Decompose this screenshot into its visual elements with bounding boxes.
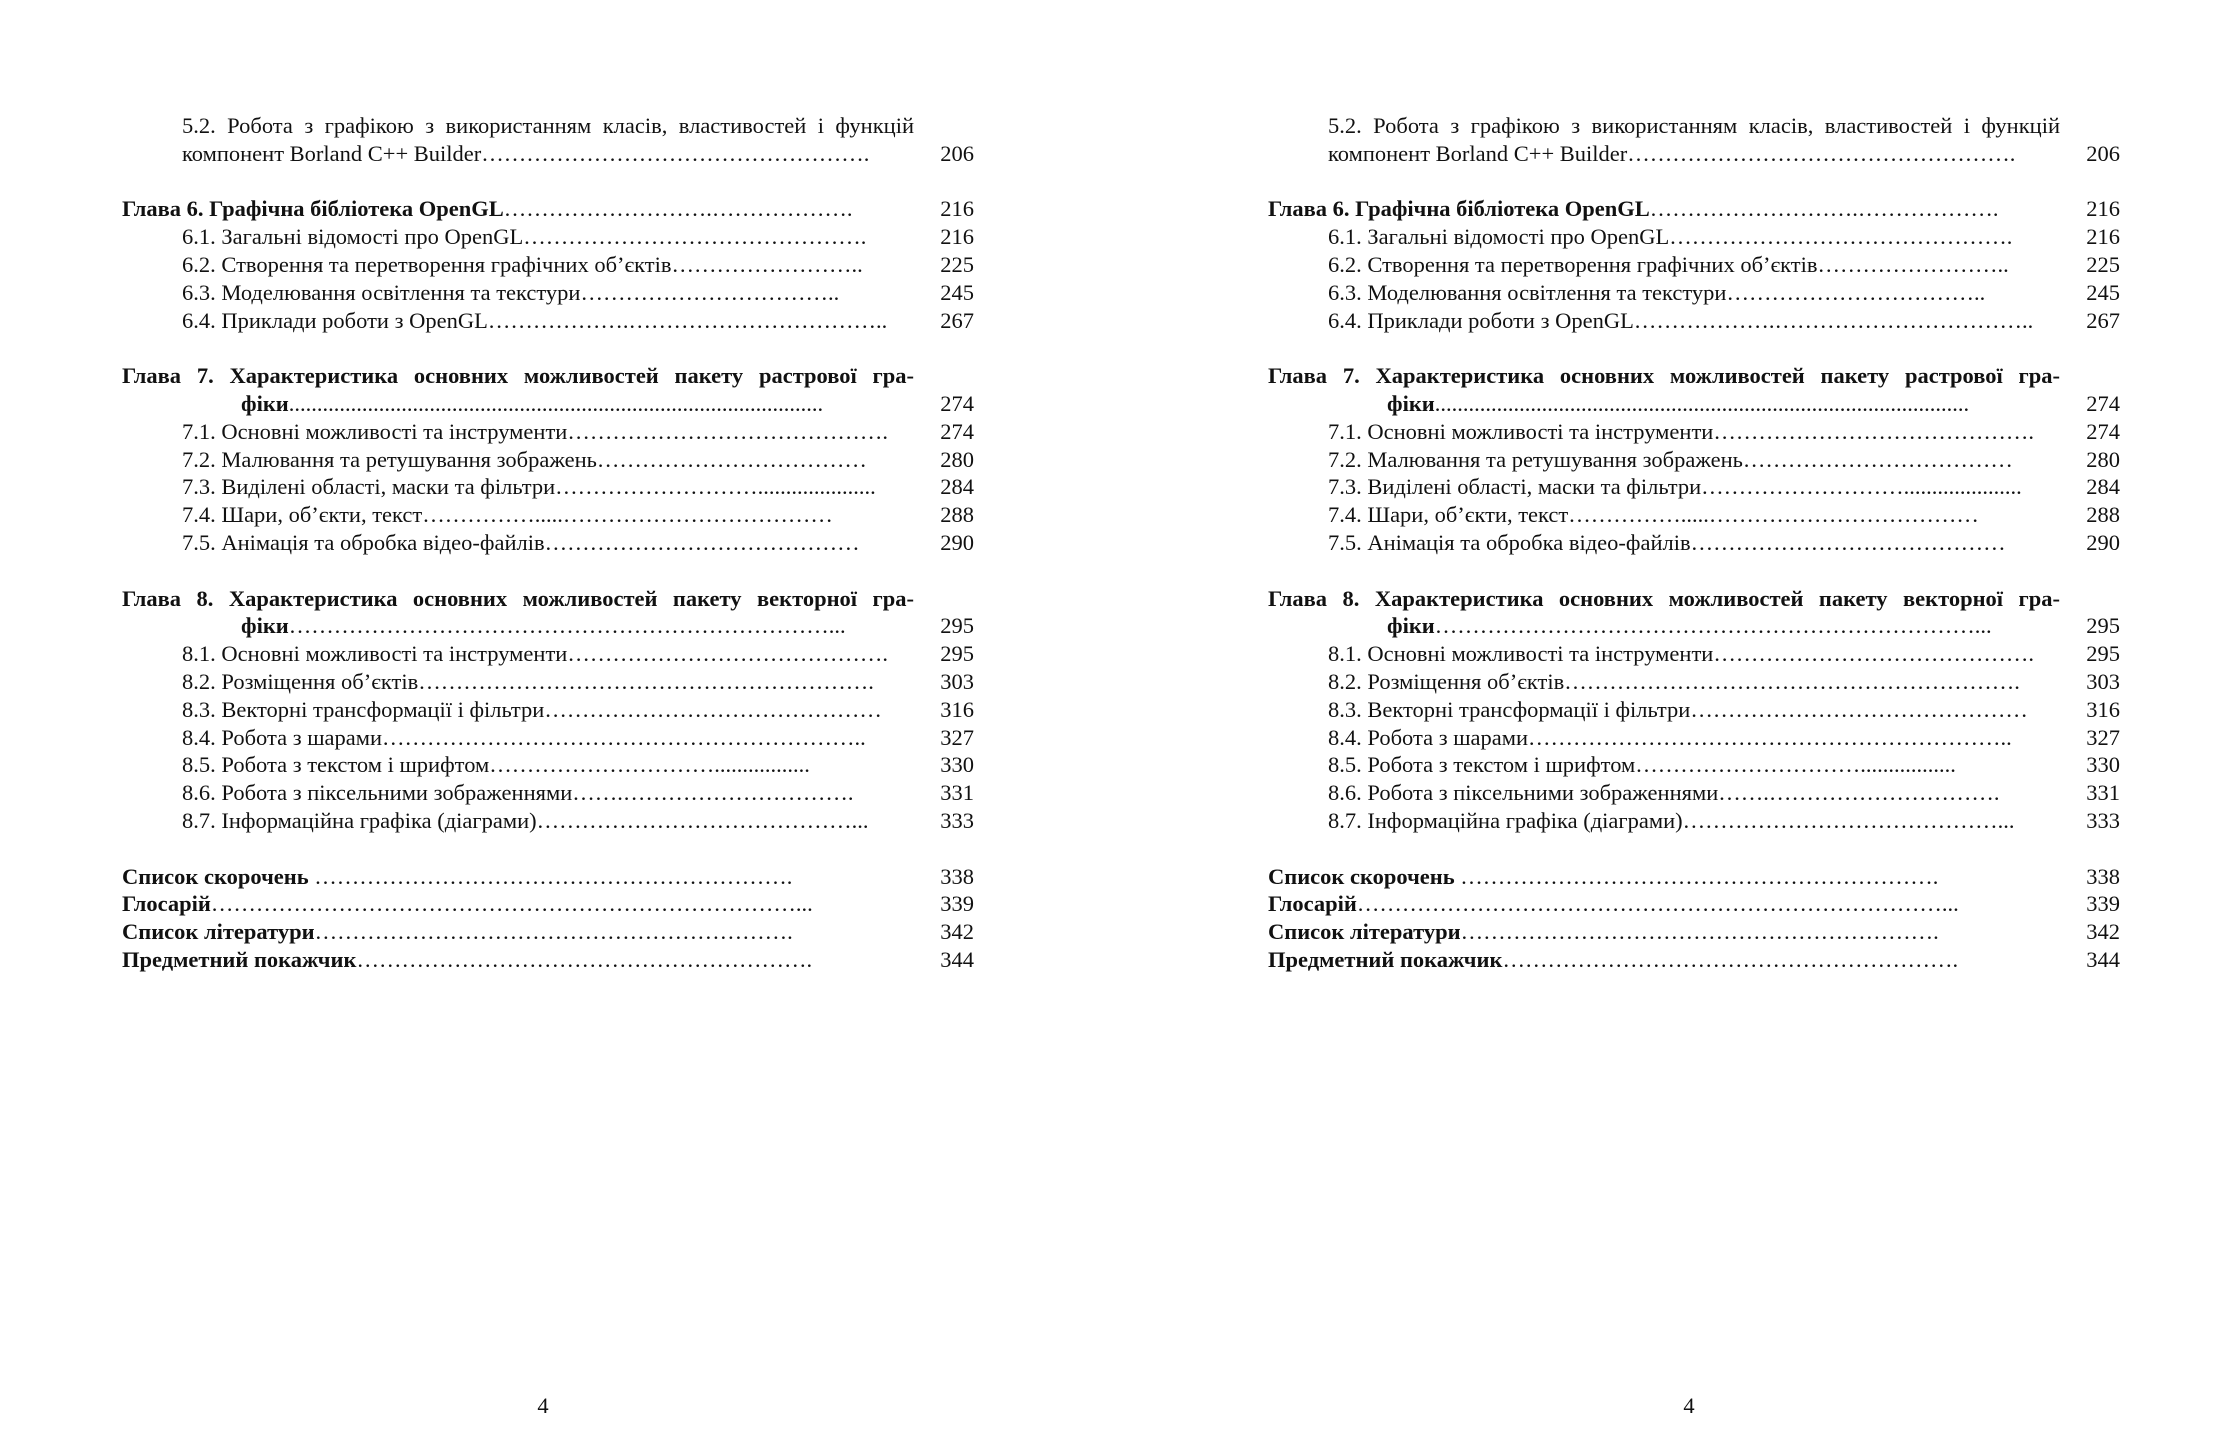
toc-entry-title: 6.3. Моделювання освітлення та текстури xyxy=(1328,279,1727,305)
toc-chapter-title: Список літератури xyxy=(1268,919,1461,945)
toc-page-number: 338 xyxy=(940,863,974,889)
toc-leader-dots: …………………………................. xyxy=(489,752,810,778)
toc-entry-title: компонент Borland C++ Builder xyxy=(182,140,482,166)
toc-chapter-7[interactable] xyxy=(1268,390,2120,418)
toc-chapter-title: Список скорочень xyxy=(1268,863,1455,889)
toc-entry-6-3[interactable] xyxy=(1268,279,2120,307)
toc-page-number: 339 xyxy=(940,891,974,917)
toc-entry-8-6[interactable] xyxy=(122,779,974,807)
toc-page-number: 274 xyxy=(2086,418,2120,444)
toc-chapter-title: фіки xyxy=(241,613,289,639)
toc-page-number: 330 xyxy=(940,752,974,778)
toc-entry-8-4[interactable] xyxy=(1268,724,2120,752)
page-right xyxy=(1146,0,2213,1449)
toc-glossary[interactable] xyxy=(122,890,974,918)
toc-subject-index[interactable] xyxy=(122,946,974,974)
toc-chapter-title: фіки xyxy=(1387,390,1435,416)
toc-page-number: 333 xyxy=(2086,807,2120,833)
toc-page-number: 303 xyxy=(2086,668,2120,694)
toc-leader-dots: ………………………………………………………………... xyxy=(288,613,846,639)
toc-references[interactable] xyxy=(122,918,974,946)
toc-entry-8-7[interactable] xyxy=(1268,807,2120,835)
toc-leader-dots: ……………………………………………. xyxy=(481,140,870,166)
toc-leader-dots: …………………………….. xyxy=(580,279,840,305)
toc-leader-dots: ……………….…………………………….. xyxy=(1633,307,2034,333)
toc-leader-dots: ………………………..................... xyxy=(555,474,876,500)
toc-page-number: 295 xyxy=(940,641,974,667)
toc-entry-8-1[interactable] xyxy=(122,640,974,668)
toc-abbreviations[interactable] xyxy=(122,863,974,891)
toc-leader-dots: ……………………………………………………….. xyxy=(1528,724,2012,750)
toc-entry-title: 8.2. Розміщення об’єктів xyxy=(182,668,419,694)
toc-entry-5-2-line1: 5.2. Робота з графікою з використанням класів, властивостей і функцій xyxy=(182,113,914,138)
toc-leader-dots: ……………………….………………. xyxy=(503,196,853,222)
toc-chapter-title: Список скорочень xyxy=(122,863,309,889)
toc-entry-title: 7.4. Шари, об’єкти, текст xyxy=(182,502,423,528)
toc-chapter-6[interactable] xyxy=(1268,195,2120,223)
toc-leader-dots: ……………………………………………………. xyxy=(1564,668,2020,694)
toc-page-number: 225 xyxy=(940,251,974,277)
toc-leader-dots: …………….....……………………………… xyxy=(422,502,833,528)
toc-chapter-title: Список літератури xyxy=(122,919,315,945)
toc-page-number: 342 xyxy=(2086,919,2120,945)
toc-page-number: 295 xyxy=(2086,613,2120,639)
toc-entry-title: 8.1. Основні можливості та інструменти xyxy=(182,641,568,667)
toc-leader-dots: ……………………………………………………….. xyxy=(382,724,866,750)
toc-entry-7-2[interactable] xyxy=(1268,446,2120,474)
toc-entry-title: 8.2. Розміщення об’єктів xyxy=(1328,668,1565,694)
toc-entry-title: 6.1. Загальні відомості про OpenGL xyxy=(1328,224,1670,250)
toc-leader-dots: …………………….. xyxy=(671,251,863,277)
toc-entry-6-4[interactable] xyxy=(122,307,974,335)
toc-page-number: 267 xyxy=(2086,307,2120,333)
toc-leader-dots: ………………………………………………………. xyxy=(1454,863,1939,889)
toc-page-number: 327 xyxy=(2086,724,2120,750)
toc-page-number: 274 xyxy=(2086,390,2120,416)
toc-entry-6-4[interactable] xyxy=(1268,307,2120,335)
toc-leader-dots: ……………………………………. xyxy=(567,418,888,444)
table-of-contents xyxy=(1268,112,2120,974)
toc-chapter-title: Предметний покажчик xyxy=(122,946,357,972)
toc-chapter-8[interactable] xyxy=(122,612,974,640)
toc-entry-title: 7.5. Анімація та обробка відео-файлів xyxy=(182,529,545,555)
toc-entry-title: 7.4. Шари, об’єкти, текст xyxy=(1328,502,1569,528)
toc-leader-dots: ………………………..................... xyxy=(1701,474,2022,500)
toc-page-number: 290 xyxy=(2086,529,2120,555)
toc-entry-8-3[interactable] xyxy=(1268,696,2120,724)
toc-entry-title: 6.2. Створення та перетворення графічних об’єктів xyxy=(182,251,672,277)
toc-page-number: 344 xyxy=(940,946,974,972)
toc-leader-dots: ……………………….………………. xyxy=(1649,196,1999,222)
toc-page-number: 274 xyxy=(940,390,974,416)
toc-entry-title: 6.4. Приклади роботи з OpenGL xyxy=(1328,307,1634,333)
toc-entry-title: 8.7. Інформаційна графіка (діаграми) xyxy=(1328,807,1683,833)
toc-page-number: 333 xyxy=(940,807,974,833)
toc-entry-title: 6.3. Моделювання освітлення та текстури xyxy=(182,279,581,305)
toc-entry-7-3[interactable] xyxy=(1268,473,2120,501)
toc-chapter-6[interactable] xyxy=(122,195,974,223)
toc-page-number: 288 xyxy=(2086,502,2120,528)
toc-entry-title: 7.1. Основні можливості та інструменти xyxy=(182,418,568,444)
toc-entry-title: 8.7. Інформаційна графіка (діаграми) xyxy=(182,807,537,833)
toc-leader-dots: ……………………………………. xyxy=(1713,641,2034,667)
toc-abbreviations[interactable] xyxy=(1268,863,2120,891)
toc-entry-7-4[interactable] xyxy=(122,501,974,529)
toc-entry-6-1[interactable] xyxy=(1268,223,2120,251)
toc-entry-title: 8.4. Робота з шарами xyxy=(1328,724,1529,750)
toc-leader-dots: ............................................................................................... xyxy=(288,390,824,416)
toc-leader-dots: ………………………………………. xyxy=(1669,224,2013,250)
toc-leader-dots: ……………………………………… xyxy=(1690,696,2028,722)
toc-leader-dots: ………………………………………………………………... xyxy=(1434,613,1992,639)
toc-entry-8-3[interactable] xyxy=(122,696,974,724)
toc-entry-title: 7.2. Малювання та ретушування зображень xyxy=(182,446,597,472)
toc-entry-8-4[interactable] xyxy=(122,724,974,752)
toc-page-number: 331 xyxy=(940,780,974,806)
toc-leader-dots: …………………………................. xyxy=(1635,752,1956,778)
toc-entry-title: 8.3. Векторні трансформації і фільтри xyxy=(1328,696,1691,722)
toc-leader-dots: ……………………………………. xyxy=(567,641,888,667)
toc-entry-7-2[interactable] xyxy=(122,446,974,474)
toc-entry-title: 6.4. Приклади роботи з OpenGL xyxy=(182,307,488,333)
toc-entry-7-1[interactable] xyxy=(1268,418,2120,446)
toc-entry-8-2[interactable] xyxy=(1268,668,2120,696)
toc-chapter-title: Предметний покажчик xyxy=(1268,946,1503,972)
toc-leader-dots: …….…………………………. xyxy=(572,780,854,806)
toc-entry-title: 8.4. Робота з шарами xyxy=(182,724,383,750)
toc-entry-8-7[interactable] xyxy=(122,807,974,835)
toc-entry-8-5[interactable] xyxy=(122,751,974,779)
toc-page-number: 206 xyxy=(2086,140,2120,166)
toc-chapter-title: фіки xyxy=(1387,613,1435,639)
toc-leader-dots: ……………….…………………………….. xyxy=(487,307,888,333)
toc-entry-title: 8.6. Робота з піксельними зображеннями xyxy=(182,780,573,806)
toc-leader-dots: ……………………………………... xyxy=(1682,807,2015,833)
page-number: 4 xyxy=(1683,1393,1695,1418)
toc-page-number: 284 xyxy=(940,474,974,500)
toc-page-number: 245 xyxy=(940,279,974,305)
toc-entry-title: компонент Borland C++ Builder xyxy=(1328,140,1628,166)
toc-entry-6-2[interactable] xyxy=(122,251,974,279)
toc-entry-6-2[interactable] xyxy=(1268,251,2120,279)
toc-entry-title: 7.5. Анімація та обробка відео-файлів xyxy=(1328,529,1691,555)
toc-entry-8-1[interactable] xyxy=(1268,640,2120,668)
toc-entry-5-2[interactable] xyxy=(122,140,974,168)
toc-entry-title: 7.3. Виділені області, маски та фільтри xyxy=(1328,474,1702,500)
toc-page-number: 216 xyxy=(940,196,974,222)
toc-leader-dots: ………………………………………………………. xyxy=(314,919,793,945)
toc-leader-dots: ……………………………………………………. xyxy=(1502,946,1959,972)
toc-entry-title: 7.2. Малювання та ретушування зображень xyxy=(1328,446,1743,472)
toc-leader-dots: ……………………………… xyxy=(596,446,867,472)
toc-entry-7-4[interactable] xyxy=(1268,501,2120,529)
toc-page-number: 295 xyxy=(2086,641,2120,667)
toc-page-number: 206 xyxy=(940,140,974,166)
toc-entry-6-1[interactable] xyxy=(122,223,974,251)
toc-page-number: 290 xyxy=(940,529,974,555)
toc-leader-dots: …………………………………… xyxy=(544,529,860,555)
toc-entry-6-3[interactable] xyxy=(122,279,974,307)
toc-chapter-title: Глосарій xyxy=(1268,891,1357,917)
toc-entry-title: 8.5. Робота з текстом і шрифтом xyxy=(1328,752,1636,778)
toc-page-number: 344 xyxy=(2086,946,2120,972)
toc-chapter-8-line1[interactable]: Глава 8. Характеристика основних можливостей пакету векторної гра- xyxy=(122,585,914,611)
toc-page-number: 216 xyxy=(2086,224,2120,250)
toc-chapter-7-line1[interactable]: Глава 7. Характеристика основних можливостей пакету растрової гра- xyxy=(122,363,914,389)
toc-page-number: 316 xyxy=(2086,696,2120,722)
toc-page-number: 303 xyxy=(940,668,974,694)
toc-page-number: 331 xyxy=(2086,780,2120,806)
toc-page-number: 216 xyxy=(2086,196,2120,222)
toc-leader-dots: ……………………………… xyxy=(1742,446,2013,472)
toc-entry-title: 7.3. Виділені області, маски та фільтри xyxy=(182,474,556,500)
toc-page-number: 316 xyxy=(940,696,974,722)
toc-entry-5-2[interactable] xyxy=(1268,140,2120,168)
toc-chapter-7-line1[interactable]: Глава 7. Характеристика основних можливостей пакету растрової гра- xyxy=(1268,363,2060,389)
toc-leader-dots: ………………………………………………………. xyxy=(308,863,793,889)
toc-entry-7-1[interactable] xyxy=(122,418,974,446)
toc-chapter-8[interactable] xyxy=(1268,612,2120,640)
toc-entry-title: 8.5. Робота з текстом і шрифтом xyxy=(182,752,490,778)
toc-leader-dots: ……………………………………. xyxy=(1713,418,2034,444)
page-number: 4 xyxy=(537,1393,549,1418)
toc-leader-dots: ……………………………………………………………………... xyxy=(1356,891,1959,917)
toc-chapter-7[interactable] xyxy=(122,390,974,418)
toc-entry-title: 8.3. Векторні трансформації і фільтри xyxy=(182,696,545,722)
toc-page-number: 245 xyxy=(2086,279,2120,305)
toc-entry-8-6[interactable] xyxy=(1268,779,2120,807)
toc-entry-7-3[interactable] xyxy=(122,473,974,501)
toc-page-number: 267 xyxy=(940,307,974,333)
toc-chapter-title: Глава 6. Графічна бібліотека OpenGL xyxy=(122,196,504,222)
toc-entry-title: 7.1. Основні можливості та інструменти xyxy=(1328,418,1714,444)
toc-page-number: 327 xyxy=(940,724,974,750)
toc-leader-dots: ……………………………………………. xyxy=(1627,140,2016,166)
toc-entry-title: 6.1. Загальні відомості про OpenGL xyxy=(182,224,524,250)
toc-entry-title: 6.2. Створення та перетворення графічних об’єктів xyxy=(1328,251,1818,277)
toc-chapter-title: Глава 6. Графічна бібліотека OpenGL xyxy=(1268,196,1650,222)
toc-glossary[interactable] xyxy=(1268,890,2120,918)
toc-leader-dots: ……………………………………… xyxy=(544,696,882,722)
toc-page-number: 330 xyxy=(2086,752,2120,778)
toc-entry-8-5[interactable] xyxy=(1268,751,2120,779)
toc-page-number: 284 xyxy=(2086,474,2120,500)
toc-leader-dots: ……………………………………………………. xyxy=(418,668,874,694)
toc-leader-dots: …….…………………………. xyxy=(1718,780,2000,806)
toc-leader-dots: ……………………………………………………………………... xyxy=(210,891,813,917)
toc-chapter-title: фіки xyxy=(241,390,289,416)
toc-leader-dots: …………….....……………………………… xyxy=(1568,502,1979,528)
toc-leader-dots: ………………………………………. xyxy=(523,224,867,250)
table-of-contents xyxy=(122,112,974,974)
toc-entry-title: 8.6. Робота з піксельними зображеннями xyxy=(1328,780,1719,806)
toc-entry-7-5[interactable] xyxy=(1268,529,2120,557)
toc-leader-dots: ............................................................................................... xyxy=(1434,390,1970,416)
toc-page-number: 342 xyxy=(940,919,974,945)
toc-leader-dots: …………………….. xyxy=(1817,251,2009,277)
toc-references[interactable] xyxy=(1268,918,2120,946)
toc-chapter-8-line1[interactable]: Глава 8. Характеристика основних можливостей пакету векторної гра- xyxy=(1268,585,2060,611)
toc-page-number: 216 xyxy=(940,224,974,250)
toc-entry-7-5[interactable] xyxy=(122,529,974,557)
toc-entry-5-2-line1: 5.2. Робота з графікою з використанням класів, властивостей і функцій xyxy=(1328,113,2060,138)
toc-entry-title: 8.1. Основні можливості та інструменти xyxy=(1328,641,1714,667)
toc-page-number: 225 xyxy=(2086,251,2120,277)
toc-page-number: 280 xyxy=(2086,446,2120,472)
toc-subject-index[interactable] xyxy=(1268,946,2120,974)
toc-page-number: 274 xyxy=(940,418,974,444)
toc-page-number: 280 xyxy=(940,446,974,472)
toc-leader-dots: …………………………………… xyxy=(1690,529,2006,555)
toc-leader-dots: ……………………………………... xyxy=(536,807,869,833)
toc-entry-8-2[interactable] xyxy=(122,668,974,696)
toc-page-number: 338 xyxy=(2086,863,2120,889)
toc-page-number: 339 xyxy=(2086,891,2120,917)
toc-leader-dots: ……………………………………………………. xyxy=(356,946,813,972)
toc-leader-dots: ………………………………………………………. xyxy=(1460,919,1939,945)
toc-page-number: 288 xyxy=(940,502,974,528)
toc-chapter-title: Глосарій xyxy=(122,891,211,917)
toc-page-number: 295 xyxy=(940,613,974,639)
toc-leader-dots: …………………………….. xyxy=(1726,279,1986,305)
page-left xyxy=(0,0,1106,1449)
